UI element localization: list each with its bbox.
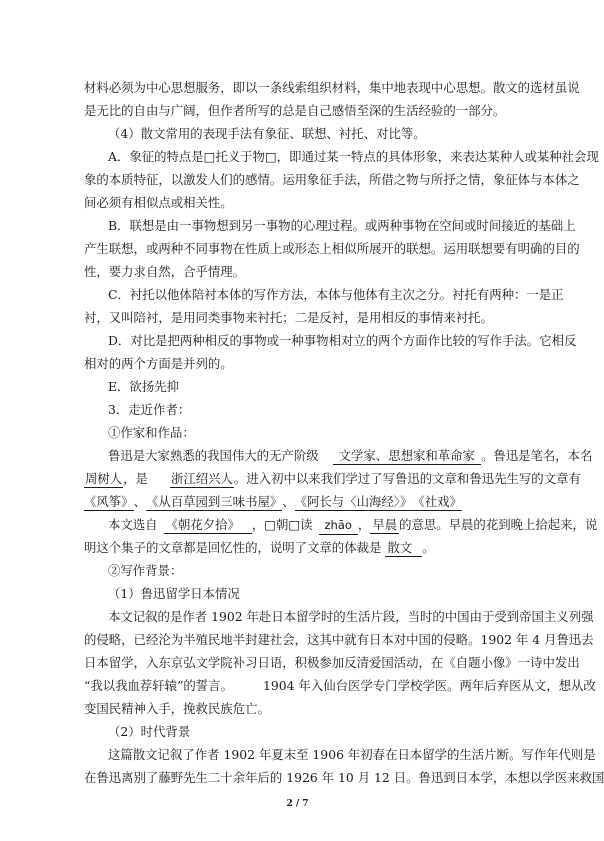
fill-line xyxy=(108,513,598,536)
text-line: 间必须有相似点或相关性。 xyxy=(84,195,233,210)
answer-blank: 《阿长与〈山海经〉》 xyxy=(294,494,413,509)
text-segment: 本文选自 xyxy=(108,517,158,532)
text-line: 是无比的自由与广阔，但作者所写的总是自己感悟至深的生活经验的一部分。 xyxy=(84,103,506,118)
text-line: 变国民精神入手，挽救民族危亡。 xyxy=(84,701,270,716)
text-line: 材料必须为中心思想服务，即以一条线索组织材料，集中地表现中心思想。散文的选材虽说 xyxy=(84,80,580,95)
text-segment: ，□朝□读 xyxy=(251,517,313,532)
text-segment: 。 xyxy=(422,540,435,555)
answer-blank: 《社戏》 xyxy=(412,494,462,509)
text-segment: 明这个集子的文章都是回忆性的，说明了文章的体裁是 xyxy=(84,540,382,555)
fill-line xyxy=(84,467,581,490)
text-segment: 、 xyxy=(133,494,146,509)
text-line: A．象征的特点是□托义于物□，即通过某一特点的具体形象，来表达某种人或某种社会现 xyxy=(108,149,599,164)
text-line: 这篇散文记叙了作者 1902 年夏末至 1906 年初春在日本留学的生活片断。写作年代则是 xyxy=(108,747,596,762)
text-line: B．联想是由一事物想到另一事物的心理过程。或两种事物在空间或时间接近的基础上 xyxy=(108,218,576,233)
text-line: 产生联想，或两种不同事物在性质上或形态上相似所展开的联想。运用联想要有明确的目的 xyxy=(84,241,580,256)
text-line: 相对的两个方面是并列的。 xyxy=(84,356,233,371)
subsection-heading: （2）时代背景 xyxy=(108,724,191,739)
text-line: E．欲扬先抑 xyxy=(108,379,179,394)
answer-blank: 散文 xyxy=(385,539,422,557)
answer-blank: 文学家、思想家和革命家 xyxy=(333,447,481,465)
answer-blank: zhāo xyxy=(319,517,358,535)
section-heading: （4）散文常用的表现手法有象征、联想、衬托、对比等。 xyxy=(108,126,426,141)
text-line: 本文记叙的是作者 1902 年赴日本留学时的生活片段，当时的中国由于受到帝国主义列强 xyxy=(108,609,594,624)
answer-blank: 周树人 xyxy=(85,471,123,486)
section-heading: 3．走近作者： xyxy=(108,402,191,417)
text-segment: 1904 年入仙台医学专门学校学医。两年后弃医从文，想从改 xyxy=(262,678,596,693)
answer-blank: 《从百草园到三味书屋》 xyxy=(145,494,283,509)
text-line: D．对比是把两种相反的事物或一种事物相对立的两个方面作比较的写作手法。它相反 xyxy=(108,333,577,348)
text-segment: ，是 xyxy=(123,471,148,486)
text-line: 象的本质特征，以激发人们的感情。运用象征手法，所借之物与所抒之情，象征体与本体之 xyxy=(84,172,580,187)
text-line: 性，要力求自然，合乎情理。 xyxy=(84,264,246,279)
text-segment: ， xyxy=(357,517,371,532)
text-segment: 的意思。早晨的花到晚上拾起来，说 xyxy=(399,517,598,532)
subsection-heading: （1）鲁迅留学日本情况 xyxy=(108,586,240,601)
text-line: 衬，又叫陪衬，是用同类事物来衬托；二是反衬，是用相反的事情来衬托。 xyxy=(84,310,493,325)
fill-line xyxy=(84,536,514,559)
text-line: 的侵略，已经沦为半殖民地半封建社会，这其中就有日本对中国的侵略。1902 年 4 月鲁迅去 xyxy=(84,632,594,647)
text-segment: 鲁迅是大家熟悉的我国伟大的无产阶级 xyxy=(108,448,319,463)
text-line: C．衬托以他体陪衬本体的写作方法，本体与他体有主次之分。衬托有两种：一是正 xyxy=(108,287,564,302)
text-segment: 。鲁迅是笔名，本名 xyxy=(480,448,593,463)
text-line: 在鲁迅离别了藤野先生二十余年后的 1926 年 10 月 12 日。鲁迅到日本学，本想以学医来救国 xyxy=(84,770,604,785)
answer-blank: 《朝花夕拾》 xyxy=(164,516,252,534)
text-segment: 。进入初中以来我们学过了写鲁迅的文章和鲁迅先生写的文章有 xyxy=(233,471,581,486)
answer-blank: 早晨 xyxy=(372,517,398,532)
text-line: 日本留学，入东京弘文学院补习日语，积极参加反清爱国活动，在《自题小像》一诗中发出 xyxy=(84,655,580,670)
text-line xyxy=(84,674,596,697)
fill-line xyxy=(84,490,514,513)
subsection-heading: ①作家和作品： xyxy=(108,425,195,440)
answer-blank: 浙江绍兴人 xyxy=(170,471,233,486)
page-number: 2 / 7 xyxy=(286,799,309,809)
answer-blank: 《风筝》 xyxy=(84,494,134,509)
fill-line xyxy=(108,444,593,467)
text-segment: 、 xyxy=(282,494,295,509)
subsection-heading: ②写作背景： xyxy=(108,563,183,578)
text-segment: “我以我血荐轩辕”的誓言。 xyxy=(84,678,233,693)
